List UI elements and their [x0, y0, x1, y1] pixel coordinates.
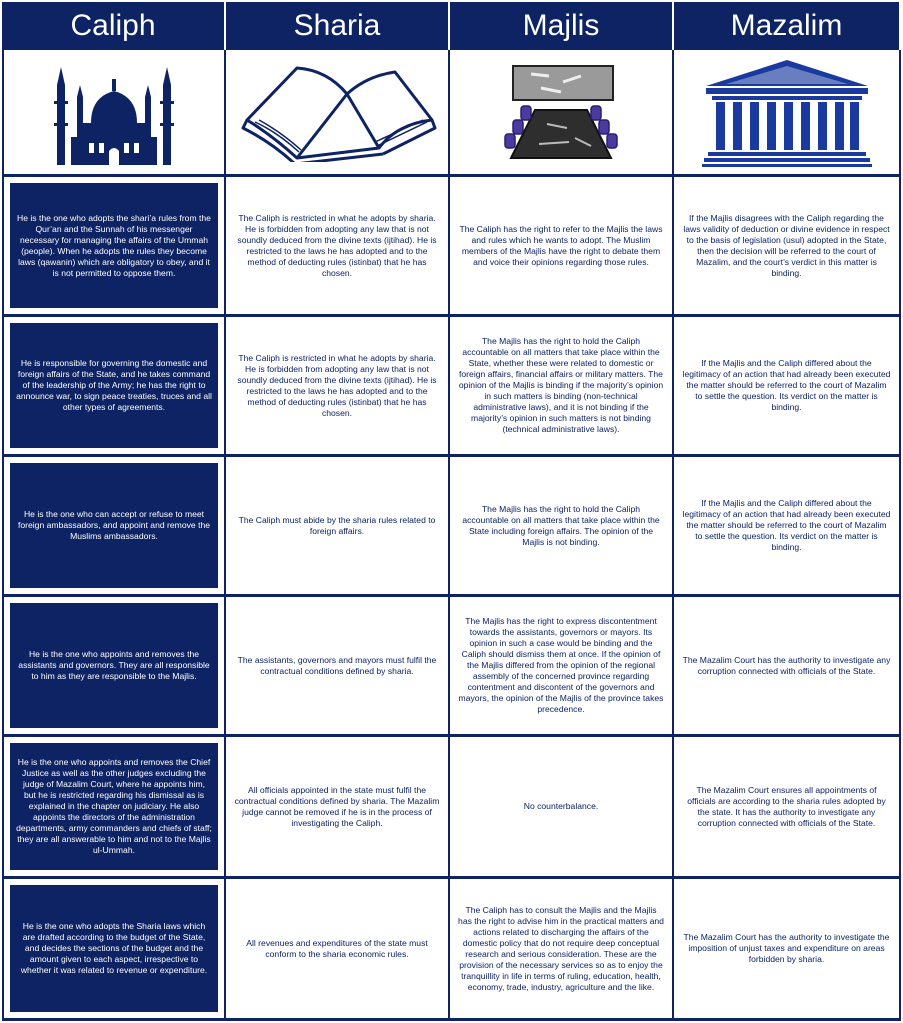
row-2-sharia: The Caliph is restricted in what he adopts by sharia. He is forbidden from adopting any law that is not soundly deduced from the divine texts (ijtihad). He is restricted to the laws he has adopted and to the method of deducting rules (istinbat) that he has chosen.: [226, 317, 450, 457]
row-6-caliph: [2, 879, 226, 1021]
row-6-caliph-text: He is the one who adopts the Sharia laws which are drafted according to the budget of the State, and decides the sections of the budget and the amount given to each aspect, irrespective to whether it was related to revenue or expenditure.: [10, 885, 218, 1012]
row-3-caliph-text: He is the one who can accept or refuse to meet foreign ambassadors, and appoint and remove the Muslims ambassadors.: [10, 463, 218, 588]
icon-cell-majlis: [450, 50, 674, 177]
courthouse-icon: [702, 56, 872, 168]
row-1-caliph: [2, 177, 226, 317]
row-4-sharia: The assistants, governors and mayors must fulfil the contractual conditions defined by sharia.: [226, 597, 450, 737]
row-4-caliph: [2, 597, 226, 737]
row-6-sharia: All revenues and expenditures of the state must conform to the sharia economic rules.: [226, 879, 450, 1021]
row-2-caliph-text: He is responsible for governing the domestic and foreign affairs of the State, and he takes command of the leadership of the Army; he has the right to announce war, to sign peace treaties, truces and all other types of agreements.: [10, 323, 218, 448]
row-3-mazalim: If the Majlis and the Caliph differed about the legitimacy of an action that had already been executed the matter should be referred to the court of Mazalim to settle the question. Its verdict on the matter is binding.: [674, 457, 901, 597]
header-caliph: Caliph: [2, 2, 226, 50]
mosque-icon: [49, 57, 179, 167]
row-4-mazalim: The Mazalim Court has the authority to investigate any corruption connected with officials of the State.: [674, 597, 901, 737]
row-4-majlis: The Majlis has the right to express discontentment towards the assistants, governors or mayors. Its opinion in such a case would be binding and the Caliph should dismiss them at once. If the opinion of the Majlis differed from the opinion of the regional assembly of the concerned province regarding contentment and discontent of the governors and mayors, the opinion of the Majlis of the province takes precedence.: [450, 597, 674, 737]
row-5-caliph-text: He is the one who appoints and removes the Chief Justice as well as the other judges excluding the judge of Mazalim Court, where he appoints him, but he is restricted regarding his dismissal as is explained in the chapter on judiciary. He also appoints the directors of the administration departments, army commanders and chiefs of staff; they are all answerable to him and not to the Majlis ul-Ummah.: [10, 743, 218, 870]
meeting-table-icon: [491, 62, 631, 162]
row-6-mazalim: The Mazalim Court has the authority to investigate the imposition of unjust taxes and expenditure on areas forbidden by sharia.: [674, 879, 901, 1021]
row-5-majlis: No counterbalance.: [450, 737, 674, 879]
row-1-majlis: The Caliph has the right to refer to the Majlis the laws and rules which he wants to adopt. The Muslim members of the Majlis have the right to debate them and voice their opinions regarding those rules.: [450, 177, 674, 317]
row-4-caliph-text: He is the one who appoints and removes the assistants and governors. They are all responsible to him as they are responsible to the Majlis.: [10, 603, 218, 728]
icon-cell-sharia: [226, 50, 450, 177]
icon-cell-caliph: [2, 50, 226, 177]
row-1-caliph-text: He is the one who adopts the shari’a rules from the Qur’an and the Sunnah of his messenger necessary for managing the affairs of the Ummah (people). When he adopts the rules they become laws (qawanin) which are obligatory to obey, and it is not permitted to oppose them.: [10, 183, 218, 308]
row-2-caliph: [2, 317, 226, 457]
row-3-majlis: The Majlis has the right to hold the Caliph accountable on all matters that take place within the State including foreign affairs. The opinion of the Majlis is not binding.: [450, 457, 674, 597]
header-majlis: Majlis: [450, 2, 674, 50]
row-2-mazalim: If the Majlis and the Caliph differed about the legitimacy of an action that had already been executed the matter should be referred to the court of Mazalim to settle the question. Its verdict on the matter is binding.: [674, 317, 901, 457]
row-1-sharia: The Caliph is restricted in what he adopts by sharia. He is forbidden from adopting any law that is not soundly deduced from the divine texts (ijtihad). He is restricted to the laws he has adopted and to the method of deducting rules (istinbat) that he has chosen.: [226, 177, 450, 317]
row-2-majlis: The Majlis has the right to hold the Caliph accountable on all matters that take place within the State, whether these were related to domestic or foreign affairs, financial affairs or military matters. The opinion of the Majlis is binding if the majority’s opinion in such matters is binding (non-technical administrative laws), and it is not binding if the majority’s opinion in such matters is not binding (technical administrative laws).: [450, 317, 674, 457]
header-mazalim: Mazalim: [674, 2, 901, 50]
row-6-majlis: The Caliph has to consult the Majlis and the Majlis has the right to advise him in the practical matters and actions related to discharging the affairs of the domestic policy that do not require deep conceptual research and serious consideration. These are the provision of the necessary services so as to enjoy the tranquillity in life in terms of ruling, education, health, economy, trade, industry, agriculture and the like.: [450, 879, 674, 1021]
comparison-table: [2, 2, 901, 1021]
row-5-sharia: All officials appointed in the state must fulfil the contractual conditions defined by sharia. The Mazalim judge cannot be removed if he is in the process of investigating the Caliph.: [226, 737, 450, 879]
open-book-icon: [237, 62, 437, 162]
row-1-mazalim: If the Majlis disagrees with the Caliph regarding the laws validity of deduction or divine evidence in respect to the basis of legislation (usul) adopted in the State, then the decision will be referred to the court of Mazalim, and the court’s verdict in this matter is binding.: [674, 177, 901, 317]
row-5-caliph: [2, 737, 226, 879]
icon-cell-mazalim: [674, 50, 901, 177]
row-3-sharia: The Caliph must abide by the sharia rules related to foreign affairs.: [226, 457, 450, 597]
row-3-caliph: [2, 457, 226, 597]
row-5-mazalim: The Mazalim Court ensures all appointments of officials are according to the sharia rules adopted by the state. It has the authority to investigate any corruption connected with officials of the State.: [674, 737, 901, 879]
header-sharia: Sharia: [226, 2, 450, 50]
